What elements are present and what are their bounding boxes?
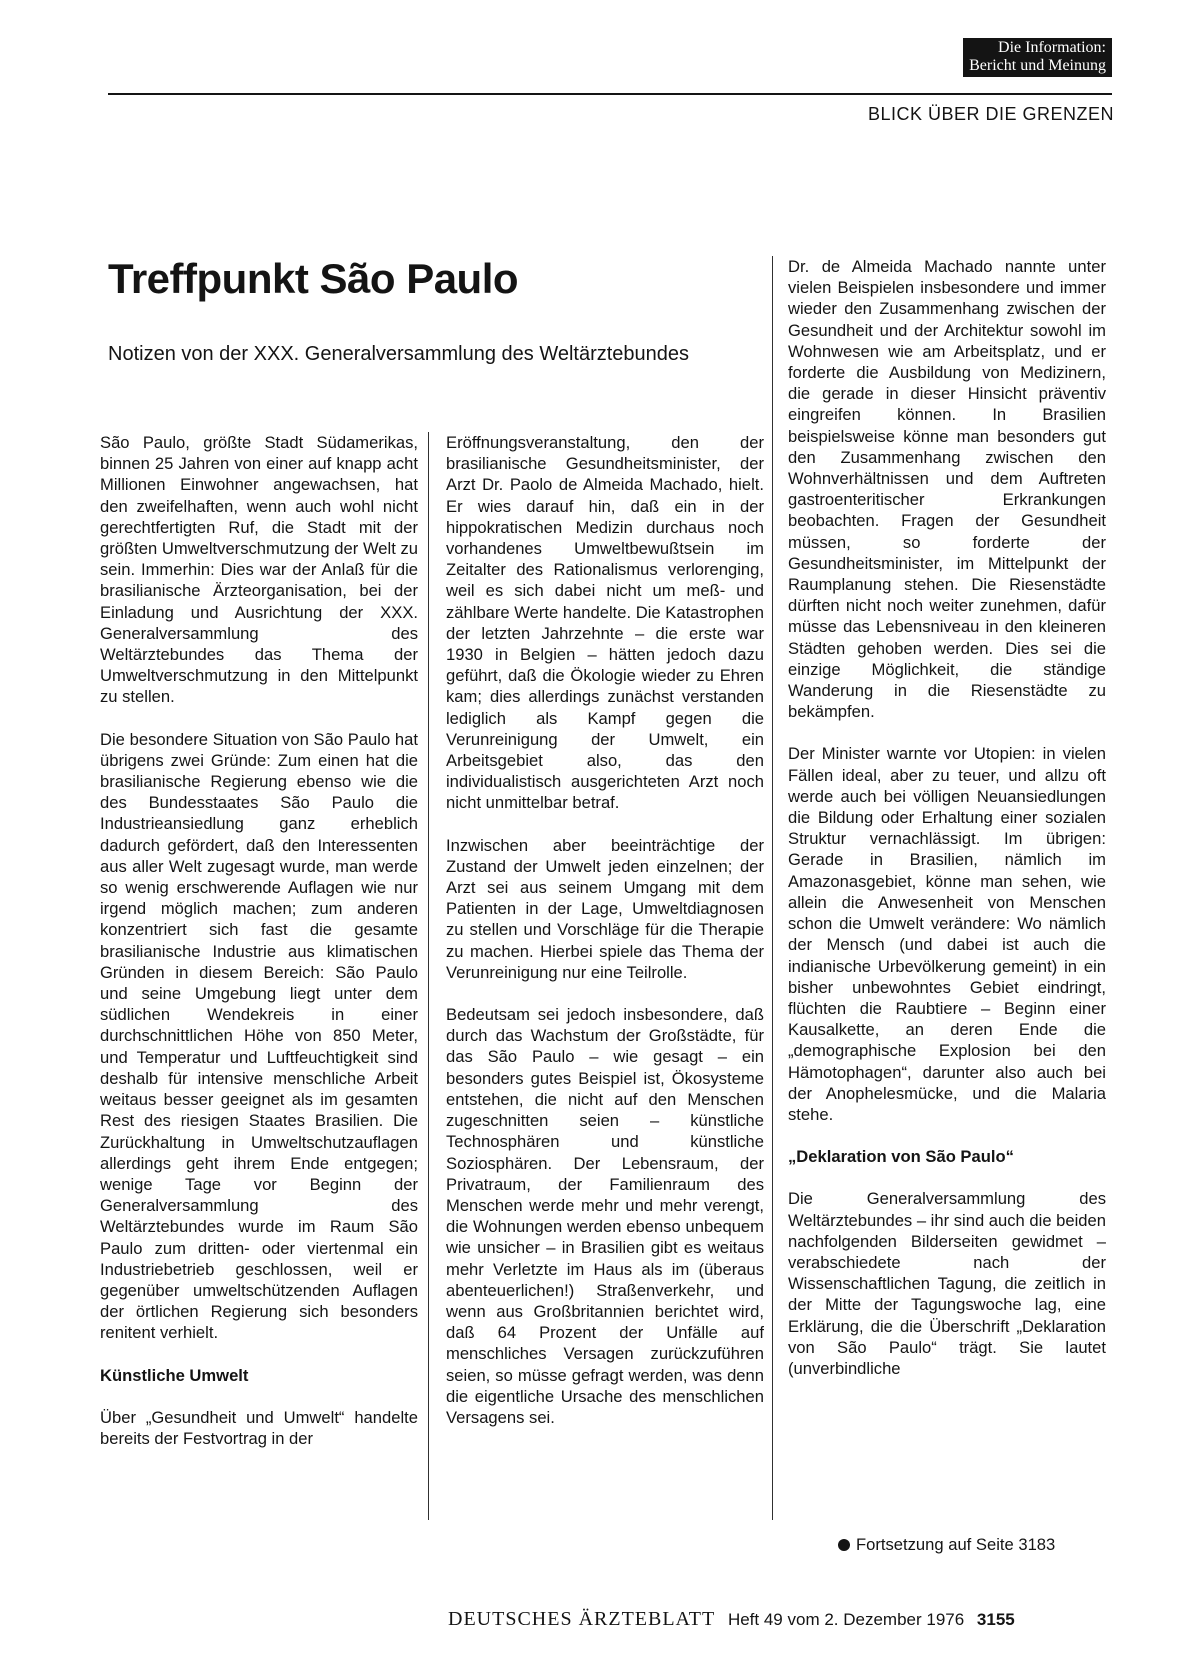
issue-info: Heft 49 vom 2. Dezember 1976 bbox=[727, 1610, 965, 1629]
text-column-1 bbox=[100, 432, 418, 1470]
page-footer bbox=[448, 1608, 1015, 1631]
bullet-icon bbox=[838, 1539, 850, 1551]
paragraph: Die besondere Situation von São Paulo hat übrigens zwei Gründe: Zum einen hat die brasilianische Regierung ebenso wie die des Bundesstaates São Paulo die Industrieansiedlung ganz erheblich dadurch gefördert, daß den Interessenten aus aller Welt zugesagt wurde, man werde so wenig erschwerende Auflagen wie nur irgend möglich machen; zum anderen konzentriert sich fast die gesamte brasilianische Industrie aus klimatischen Gründen in diesem Bereich: São Paulo und seine Umgebung liegt unter dem südlichen Wendekreis in einer durchschnittlichen Höhe von 850 Meter, und Temperatur und Luftfeuchtigkeit sind deshalb für intensive menschliche Arbeit weitaus besser geeignet als im gesamten Rest des riesigen Staates Brasilien. Die Zurückhaltung in Umweltschutzauflagen allerdings geht ihrem Ende entgegen; wenige Tage vor Beginn der Generalversammlung des Weltärztebundes wurde im Raum São Paulo zum dritten- oder viertenmal ein Industriebetrieb geschlossen, weil er gegenüber umweltschützenden Auflagen der örtlichen Regierung sich besonders renitent verhielt. bbox=[100, 729, 418, 1343]
paragraph: Inzwischen aber beeinträchtige der Zustand der Umwelt jeden einzelnen; der Arzt sei aus seinem Umgang mit dem Patienten in der Lage, Umweltdiagnosen zu stellen und Vorschläge für die Therapie zu machen. Hierbei spiele das Thema der Verunreinigung nur eine Teilrolle. bbox=[446, 835, 764, 982]
column-divider bbox=[428, 432, 429, 1520]
article-subtitle: Notizen von der XXX. Generalversammlung des Weltärztebundes bbox=[108, 343, 690, 365]
paragraph: Dr. de Almeida Machado nannte unter vielen Beispielen insbesondere und immer wieder den Zusammenhang zwischen der Gesundheit und der Architektur sowohl im Wohnwesen wie am Arbeitsplatz, und er forderte die Ausbildung von Medizinern, die gerade in dieser Hinsicht präventiv eingreifen können. In Brasilien beispielsweise könne man besonders gut den Zusammenhang zwischen den Wohnverhältnissen und dem Auftreten gastroenteritischer Erkrankungen beobachten. Fragen der Gesundheit müssen, so forderte der Gesundheitsminister, im Mittelpunkt der Raumplanung stehen. Die Riesenstädte dürften nicht noch weiter zunehmen, dafür müsse das Lebensniveau in den kleineren Städten gehoben werden. Dies sei die einzige Möglichkeit, die ständige Wanderung in die Riesenstädte zu bekämpfen. bbox=[788, 257, 1106, 722]
page-number: 3155 bbox=[976, 1610, 1015, 1629]
paragraph: Der Minister warnte vor Utopien: in vielen Fällen ideal, aber zu teuer, und allzu oft werde auch bei völligen Neuansiedlungen die Bildung oder Erhaltung einer sozialen Struktur vernachlässigt. Im übrigen: Gerade in Brasilien, nämlich im Amazonasgebiet, könne man sehen, wie allein die Anwesenheit von Menschen schon die Umwelt verändere: Wo nämlich der Mensch (und dabei ist auch die indianische Urbevölkerung gemeint) in ein bisher unbewohntes Gebiet eindringt, flüchten die Raubtiere – Beginn einer Kausalkette, an deren Ende die „demographische Explosion bei den Hämotophagen“, darunter also auch bei der Anophelesmücke, und die Malaria stehe. bbox=[788, 744, 1106, 1124]
paragraph: Bedeutsam sei jedoch insbesondere, daß durch das Wachstum der Großstädte, für das São Paulo – wie gesagt – ein besonders gutes Beispiel ist, Ökosysteme entstehen, die nicht auf den Menschen zugeschnitten seien – künstliche Technosphären und künstliche Soziosphären. Der Lebensraum, der Privatraum, der Familienraum des Menschen werde mehr und mehr verengt, die Wohnungen werden ebenso unbequem wie unsicher – in Brasilien gibt es weitaus mehr Verletzte im Haus als im (überaus abenteuerlichen!) Straßenverkehr, und wenn aus Großbritannien berichtet wird, daß 64 Prozent der Unfälle auf menschliches Versagen zurückzuführen seien, so müsse gefragt werden, was denn die eigentliche Ursache des menschlichen Versagens sei. bbox=[446, 1005, 764, 1427]
column-divider bbox=[772, 256, 773, 1520]
text-column-2 bbox=[446, 432, 764, 1449]
journal-name: DEUTSCHES ÄRZTEBLATT bbox=[448, 1608, 716, 1630]
paragraph: Eröffnungsveranstaltung, den der brasilianische Gesundheitsminister, der Arzt Dr. Paolo de Almeida Machado, hielt. Er wies darauf hin, daß ein in der hippokratischen Medizin durchaus noch vorhandenes Umweltbewußtsein im Zeitalter des Rationalismus verlorenging, weil es sich dabei nicht um meß- und zählbare Werte handelte. Die Katastrophen der letzten Jahrzehnte – die erste war 1930 in Belgien – hätten jedoch dazu geführt, daß die Ökologie wieder zu Ehren kam; dies allerdings zunächst verstanden lediglich als Kampf gegen die Verunreinigung der Umwelt, ein Arbeitsgebiet also, das den individualistisch ausgerichteten Arzt noch nicht unmittelbar betraf. bbox=[446, 433, 764, 813]
continuation-text: Fortsetzung auf Seite 3183 bbox=[856, 1535, 1056, 1554]
header-rule bbox=[108, 93, 1112, 95]
paragraph: Die Generalversammlung des Weltärztebundes – ihr sind auch die beiden nachfolgenden Bilderseiten gewidmet – verabschiedete nach der Wissenschaftlichen Tagung, die zeitlich in der Mitte der Tagungswoche lag, eine Erklärung, die die Überschrift „Deklaration von São Paulo“ trägt. Sie lautet (unverbindliche bbox=[788, 1189, 1106, 1378]
subheading: Künstliche Umwelt bbox=[100, 1365, 249, 1385]
text-column-3 bbox=[788, 256, 1106, 1400]
paragraph: Über „Gesundheit und Umwelt“ handelte bereits der Festvortrag in der bbox=[100, 1407, 418, 1448]
continuation-note bbox=[838, 1535, 1055, 1555]
section-tag bbox=[963, 38, 1112, 77]
section-tag-line-2: Bericht und Meinung bbox=[969, 57, 1106, 74]
paragraph: São Paulo, größte Stadt Südamerikas, binnen 25 Jahren von einer auf knapp acht Millionen Einwohner angewachsen, hat den zweifelhaften, wenn auch wohl nicht gerechtfertigten Ruf, die Stadt mit der größten Umweltverschmutzung der Welt zu sein. Immerhin: Dies war der Anlaß für die brasilianische Ärzteorganisation, bei der Einladung und Ausrichtung der XXX. Generalversammlung des Weltärztebundes das Thema der Umweltverschmutzung in den Mittelpunkt zu stellen. bbox=[100, 433, 418, 707]
section-label: BLICK ÜBER DIE GRENZEN bbox=[867, 104, 1114, 124]
section-tag-line-1: Die Information: bbox=[998, 39, 1106, 56]
subheading: „Deklaration von São Paulo“ bbox=[788, 1147, 1014, 1167]
article-title: Treffpunkt São Paulo bbox=[108, 255, 519, 302]
